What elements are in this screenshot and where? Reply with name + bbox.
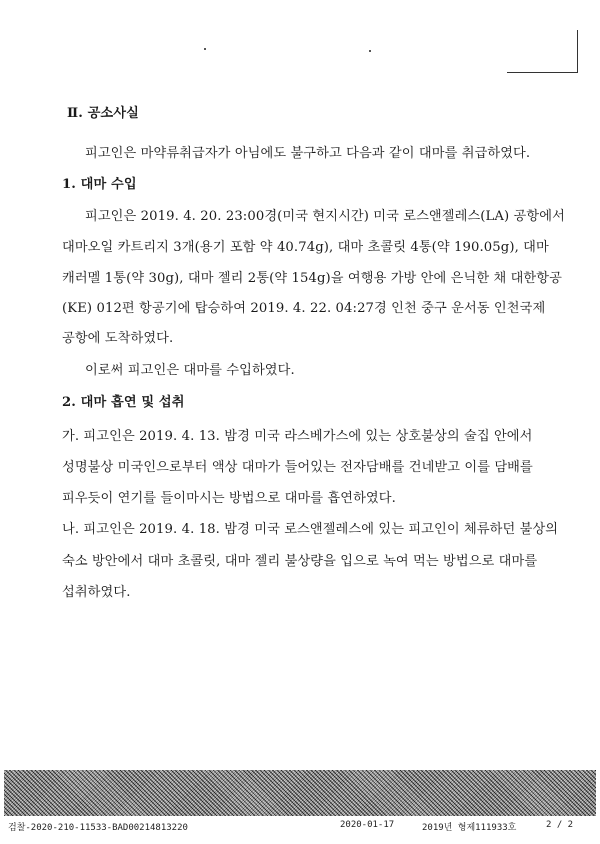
- section-title: Ⅱ. 공소사실: [67, 106, 139, 121]
- case-number: 2019년 형제111933호: [422, 823, 517, 833]
- corner-bracket-mark: [507, 30, 578, 73]
- heading-cannabis-import: 1. 대마 수입: [62, 177, 137, 192]
- paragraph-line: 피우듯이 연기를 들이마시는 방법으로 대마를 흡연하였다.: [62, 491, 396, 506]
- paragraph-line: 공항에 도착하였다.: [62, 331, 174, 346]
- heading-smoking-ingestion: 2. 대마 흡연 및 섭취: [62, 395, 185, 410]
- page-number: 2 / 2: [546, 820, 574, 830]
- paragraph-line: 캐러멜 1통(약 30g), 대마 젤리 2통(약 154g)을 여행용 가방 안에 은닉한 채 대한항공: [62, 271, 562, 286]
- intro-text: 피고인은 마약류취급자가 아님에도 불구하고 다음과 같이 대마를 취급하였다.: [85, 146, 531, 161]
- scan-speck: [204, 48, 206, 50]
- conclusion-text: 이로써 피고인은 대마를 수입하였다.: [85, 363, 295, 378]
- paragraph-line: 피고인은 2019. 4. 20. 23:00경(미국 현지시간) 미국 로스앤젤레스(LA) 공항에서: [85, 209, 565, 224]
- print-date: 2020-01-17: [340, 820, 395, 830]
- paragraph-line: 숙소 방안에서 대마 초콜릿, 대마 젤리 불상량을 입으로 녹여 먹는 방법으로 대마를: [62, 554, 538, 569]
- paragraph-line: (KE) 012편 항공기에 탑승하여 2019. 4. 22. 04:27경 인천 중구 운서동 인천국제: [62, 301, 546, 316]
- paragraph-line: 나. 피고인은 2019. 4. 18. 밤경 미국 로스앤젤레스에 있는 피고인이 체류하던 불상의: [62, 522, 559, 537]
- document-id: 검찰-2020-210-11533-BAD00214813220: [8, 823, 188, 833]
- paragraph-line: 가. 피고인은 2019. 4. 13. 밤경 미국 라스베가스에 있는 상호불상의 술집 안에서: [62, 429, 533, 444]
- paragraph-line: 대마오일 카트리지 3개(용기 포함 약 40.74g), 대마 초콜릿 4통(약 190.05g), 대마: [62, 240, 549, 255]
- paragraph-line: 성명불상 미국인으로부터 액상 대마가 들어있는 전자담배를 건네받고 이를 담배를: [62, 460, 533, 475]
- security-pattern-band: [4, 770, 596, 816]
- paragraph-line: 섭취하였다.: [62, 585, 131, 600]
- scan-speck: [369, 50, 371, 52]
